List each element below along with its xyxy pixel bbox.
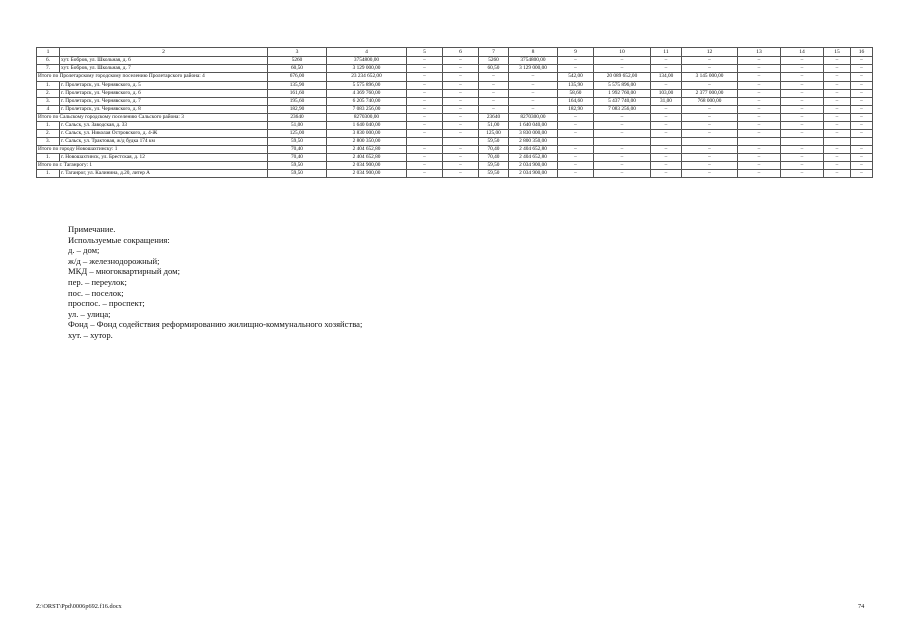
value-cell: – [781, 98, 824, 106]
value-cell: 3 830 000,00 [327, 130, 407, 138]
subtotal-value-cell: – [851, 114, 873, 122]
subtotal-value-cell: 3 145 000,00 [682, 73, 738, 82]
value-cell: 2 404 652,80 [509, 154, 558, 162]
value-cell: – [443, 106, 479, 114]
value-cell: – [781, 170, 824, 178]
subtotal-row [37, 114, 873, 122]
value-cell: 70,40 [268, 154, 327, 162]
value-cell: 51,00 [268, 122, 327, 130]
abbreviation-line: д. – дом; [68, 245, 100, 256]
row-number-cell: 1. [37, 170, 60, 178]
address-cell: г. Сальск, ул. Заводская, д. 33 [60, 122, 268, 130]
value-cell [682, 138, 738, 146]
subtotal-value-cell: – [443, 162, 479, 170]
subtotal-label: Итого по Сальскому городскому поселению Сальского района: 3 [37, 114, 268, 122]
value-cell: – [651, 57, 682, 65]
value-cell: 768 000,00 [682, 98, 738, 106]
table-body [37, 48, 873, 178]
value-cell: 125,00 [268, 130, 327, 138]
value-cell: – [651, 170, 682, 178]
table-row [37, 90, 873, 98]
subtotal-value-cell: 23 234 652,00 [327, 73, 407, 82]
value-cell: – [651, 106, 682, 114]
value-cell: – [443, 65, 479, 73]
value-cell: – [851, 82, 873, 90]
value-cell: – [558, 130, 594, 138]
subtotal-value-cell: – [651, 162, 682, 170]
column-number-cell: 8 [509, 48, 558, 57]
value-cell: – [781, 65, 824, 73]
value-cell [558, 138, 594, 146]
value-cell: – [594, 65, 651, 73]
objects-table [36, 47, 873, 178]
address-cell: г. Пролетарск, ул. Чернявского, д. 7 [60, 98, 268, 106]
address-cell: хут. Бобров, ул. Школьная, д. 6 [60, 57, 268, 65]
value-cell: – [594, 170, 651, 178]
value-cell: – [824, 82, 851, 90]
address-cell: г. Новошахтинск, ул. Брестская, д. 12 [60, 154, 268, 162]
value-cell: – [851, 154, 873, 162]
subtotal-value-cell: – [824, 162, 851, 170]
value-cell: – [407, 130, 443, 138]
value-cell: – [651, 154, 682, 162]
subtotal-value-cell: 70,40 [479, 146, 509, 154]
value-cell: – [682, 65, 738, 73]
value-cell: – [558, 154, 594, 162]
value-cell: – [682, 82, 738, 90]
value-cell: – [781, 122, 824, 130]
value-cell: 5 437 740,00 [594, 98, 651, 106]
value-cell: – [651, 122, 682, 130]
value-cell: – [407, 57, 443, 65]
value-cell: – [851, 65, 873, 73]
value-cell: – [443, 82, 479, 90]
subtotal-label: Итого по Пролетарскому городскому поселению Пролетарского района: 4 [37, 73, 268, 82]
subtotal-value-cell: – [738, 114, 781, 122]
value-cell: – [851, 170, 873, 178]
subtotal-value-cell: – [824, 146, 851, 154]
value-cell: – [851, 106, 873, 114]
table-row [37, 122, 873, 130]
value-cell: – [851, 130, 873, 138]
value-cell: – [407, 170, 443, 178]
column-number-cell: 12 [682, 48, 738, 57]
abbreviation-line: МКД – многоквартирный дом; [68, 266, 180, 277]
value-cell: 3754800,00 [509, 57, 558, 65]
subtotal-value-cell: – [738, 146, 781, 154]
value-cell: 60,50 [479, 65, 509, 73]
table-row [37, 57, 873, 65]
value-cell: – [738, 106, 781, 114]
value-cell: 182,90 [268, 106, 327, 114]
subtotal-value-cell: 23640 [268, 114, 327, 122]
table-row [37, 106, 873, 114]
value-cell: 2 800 350,00 [509, 138, 558, 146]
value-cell: – [738, 90, 781, 98]
value-cell: – [407, 90, 443, 98]
value-cell: 59,50 [268, 138, 327, 146]
row-number-cell: 3. [37, 138, 60, 146]
subtotal-value-cell: – [407, 146, 443, 154]
subtotal-value-cell: – [558, 146, 594, 154]
abbreviation-line: проспос. – проспект; [68, 298, 145, 309]
value-cell [443, 138, 479, 146]
value-cell: – [407, 122, 443, 130]
value-cell: – [682, 106, 738, 114]
subtotal-value-cell: 8270300,00 [327, 114, 407, 122]
value-cell: – [851, 57, 873, 65]
value-cell: – [479, 90, 509, 98]
address-cell: г. Сальск, ул. Трактовая, ж/д будка 174 км [60, 138, 268, 146]
subtotal-row [37, 146, 873, 154]
column-number-cell: 7 [479, 48, 509, 57]
table-row [37, 138, 873, 146]
value-cell [781, 138, 824, 146]
subtotal-value-cell: – [682, 146, 738, 154]
value-cell: 70,40 [479, 154, 509, 162]
column-number-cell: 10 [594, 48, 651, 57]
value-cell: – [781, 90, 824, 98]
value-cell: – [407, 154, 443, 162]
subtotal-value-cell: 23640 [479, 114, 509, 122]
address-cell: г. Пролетарск, ул. Чернявского, д. 8 [60, 106, 268, 114]
abbreviation-line: ж/д – железнодорожный; [68, 255, 160, 266]
subtotal-value-cell: – [594, 114, 651, 122]
abbreviation-line: ул. – улица; [68, 308, 111, 319]
abbreviation-line: Фонд – Фонд содействия реформированию жилищно-коммунального хозяйства; [68, 319, 363, 330]
row-number-cell: 6. [37, 57, 60, 65]
subtotal-value-cell: – [651, 114, 682, 122]
value-cell: – [407, 65, 443, 73]
subtotal-value-cell: – [824, 114, 851, 122]
address-cell: хут. Бобров, ул. Школьная, д. 7 [60, 65, 268, 73]
value-cell: – [443, 90, 479, 98]
table-row [37, 154, 873, 162]
subtotal-value-cell: 2 034 900,00 [509, 162, 558, 170]
address-cell: г. Таганрог, ул. Калинина, д.20, литер А [60, 170, 268, 178]
value-cell: 182,90 [558, 106, 594, 114]
row-number-cell: 1. [37, 82, 60, 90]
value-cell: 2 800 350,00 [327, 138, 407, 146]
subtotal-value-cell: – [558, 162, 594, 170]
column-number-cell: 3 [268, 48, 327, 57]
value-cell: – [558, 170, 594, 178]
subtotal-value-cell: 2 404 652,80 [509, 146, 558, 154]
subtotal-value-cell: 2 034 900,00 [327, 162, 407, 170]
value-cell: – [509, 82, 558, 90]
value-cell: 2 377 000,00 [682, 90, 738, 98]
value-cell: 7 083 256,00 [327, 106, 407, 114]
value-cell: 5 575 896,00 [594, 82, 651, 90]
value-cell: – [682, 154, 738, 162]
value-cell: 4 369 760,00 [327, 90, 407, 98]
value-cell: – [443, 130, 479, 138]
value-cell: – [824, 170, 851, 178]
subtotal-value-cell: – [558, 114, 594, 122]
value-cell: – [594, 57, 651, 65]
value-cell: 2 404 652,80 [327, 154, 407, 162]
document-table-container [36, 47, 872, 178]
subtotal-value-cell: 59,50 [479, 162, 509, 170]
subtotal-value-cell: – [851, 162, 873, 170]
value-cell: – [443, 98, 479, 106]
value-cell: 59,50 [268, 170, 327, 178]
column-number-cell: 1 [37, 48, 60, 57]
value-cell: – [479, 82, 509, 90]
address-cell: г. Сальск, ул. Николая Островского, д. 4-Ж [60, 130, 268, 138]
column-number-cell: 13 [738, 48, 781, 57]
subtotal-value-cell: – [738, 73, 781, 82]
value-cell: – [824, 98, 851, 106]
abbreviation-line: пос. – поселок; [68, 287, 124, 298]
value-cell: – [509, 90, 558, 98]
value-cell: 103,00 [651, 90, 682, 98]
abbreviation-line: пер. – переулок; [68, 276, 127, 287]
subtotal-value-cell: – [407, 114, 443, 122]
value-cell: – [738, 65, 781, 73]
subtotal-value-cell: – [443, 114, 479, 122]
value-cell: 3754800,00 [327, 57, 407, 65]
value-cell: – [851, 122, 873, 130]
value-cell: 1 640 040,00 [509, 122, 558, 130]
row-number-cell: 7. [37, 65, 60, 73]
subtotal-value-cell: – [851, 73, 873, 82]
value-cell: – [781, 57, 824, 65]
abbreviation-line: хут. – хутор. [68, 329, 113, 340]
value-cell: – [594, 154, 651, 162]
value-cell: 3 129 000,00 [509, 65, 558, 73]
subtotal-value-cell: – [594, 162, 651, 170]
value-cell: 2 034 900,00 [509, 170, 558, 178]
value-cell [407, 138, 443, 146]
table-row [37, 82, 873, 90]
column-number-cell: 9 [558, 48, 594, 57]
subtotal-value-cell: 542,00 [558, 73, 594, 82]
value-cell: – [738, 57, 781, 65]
value-cell: 195,60 [268, 98, 327, 106]
value-cell: – [682, 130, 738, 138]
value-cell: – [824, 90, 851, 98]
value-cell: 135,90 [558, 82, 594, 90]
value-cell: – [824, 57, 851, 65]
value-cell: – [558, 122, 594, 130]
value-cell: – [651, 82, 682, 90]
subtotal-value-cell: – [509, 73, 558, 82]
subtotal-value-cell: – [682, 162, 738, 170]
value-cell [594, 138, 651, 146]
subtotal-value-cell: – [781, 73, 824, 82]
subtotal-value-cell: – [443, 73, 479, 82]
value-cell: – [594, 122, 651, 130]
notes-heading: Примечание. [68, 224, 116, 234]
value-cell: 51,00 [479, 122, 509, 130]
value-cell: – [682, 122, 738, 130]
address-cell: г. Пролетарск, ул. Чернявского, д. 5 [60, 82, 268, 90]
row-number-cell: 2. [37, 130, 60, 138]
abbreviation-line: Используемые сокращения: [68, 234, 170, 245]
subtotal-label: Итого по городу Новошахтинску: 1 [37, 146, 268, 154]
subtotal-value-cell: 20 089 652,00 [594, 73, 651, 82]
row-number-cell: 4 [37, 106, 60, 114]
address-cell: г. Пролетарск, ул. Чернявского, д. 6 [60, 90, 268, 98]
table-row [37, 170, 873, 178]
column-number-cell: 5 [407, 48, 443, 57]
value-cell [851, 138, 873, 146]
subtotal-value-cell: 8270300,00 [509, 114, 558, 122]
row-number-cell: 2. [37, 90, 60, 98]
subtotal-value-cell: – [407, 73, 443, 82]
notes-section [68, 224, 362, 341]
subtotal-value-cell: 70,40 [268, 146, 327, 154]
subtotal-value-cell: – [651, 146, 682, 154]
value-cell: – [738, 122, 781, 130]
value-cell: – [851, 90, 873, 98]
value-cell [824, 138, 851, 146]
value-cell: – [509, 106, 558, 114]
value-cell: – [824, 130, 851, 138]
column-number-cell: 11 [651, 48, 682, 57]
value-cell: – [479, 98, 509, 106]
subtotal-value-cell: 2 404 652,80 [327, 146, 407, 154]
value-cell: – [781, 82, 824, 90]
value-cell: – [738, 130, 781, 138]
value-cell [738, 138, 781, 146]
subtotal-value-cell: – [781, 162, 824, 170]
value-cell: – [479, 106, 509, 114]
value-cell: – [851, 98, 873, 106]
subtotal-value-cell: – [781, 114, 824, 122]
subtotal-value-cell: – [443, 146, 479, 154]
subtotal-value-cell: – [851, 146, 873, 154]
value-cell: 161,60 [268, 90, 327, 98]
subtotal-value-cell: – [781, 146, 824, 154]
value-cell: 125,00 [479, 130, 509, 138]
value-cell: – [738, 170, 781, 178]
subtotal-value-cell: 134,00 [651, 73, 682, 82]
value-cell: 59,50 [479, 138, 509, 146]
value-cell: – [407, 82, 443, 90]
column-number-cell: 16 [851, 48, 873, 57]
column-number-cell: 15 [824, 48, 851, 57]
value-cell: – [824, 106, 851, 114]
value-cell: – [824, 65, 851, 73]
value-cell: 135,90 [268, 82, 327, 90]
row-number-cell: 3. [37, 98, 60, 106]
subtotal-value-cell: 676,00 [268, 73, 327, 82]
value-cell: 1 992 760,00 [594, 90, 651, 98]
column-number-cell: 4 [327, 48, 407, 57]
page-number: 74 [858, 603, 865, 610]
value-cell: 59,50 [479, 170, 509, 178]
table-row [37, 65, 873, 73]
value-cell [651, 138, 682, 146]
subtotal-row [37, 162, 873, 170]
value-cell: – [781, 106, 824, 114]
column-number-cell: 6 [443, 48, 479, 57]
value-cell: – [443, 170, 479, 178]
footer-file-path: Z:\ORST\Ppd\0006p692.f16.docx [36, 603, 122, 610]
subtotal-row [37, 73, 873, 82]
value-cell: 5260 [268, 57, 327, 65]
value-cell: – [824, 122, 851, 130]
value-cell: 5 575 896,00 [327, 82, 407, 90]
value-cell: – [824, 154, 851, 162]
value-cell: – [738, 98, 781, 106]
subtotal-value-cell: – [824, 73, 851, 82]
subtotal-value-cell: 59,50 [268, 162, 327, 170]
value-cell: – [651, 65, 682, 73]
value-cell: 164,60 [558, 98, 594, 106]
value-cell: 7 083 256,00 [594, 106, 651, 114]
value-cell: – [738, 154, 781, 162]
value-cell: – [682, 57, 738, 65]
row-number-cell: 1. [37, 154, 60, 162]
value-cell: – [558, 57, 594, 65]
value-cell: 2 034 900,00 [327, 170, 407, 178]
table-row [37, 130, 873, 138]
column-number-cell: 14 [781, 48, 824, 57]
value-cell: – [738, 82, 781, 90]
value-cell: 3 830 000,00 [509, 130, 558, 138]
value-cell: – [682, 170, 738, 178]
subtotal-value-cell: – [738, 162, 781, 170]
value-cell: – [407, 106, 443, 114]
row-number-cell: 1. [37, 122, 60, 130]
value-cell: – [443, 122, 479, 130]
subtotal-label: Итого по г. Таганрогу: 1 [37, 162, 268, 170]
subtotal-value-cell: – [682, 114, 738, 122]
subtotal-value-cell: – [594, 146, 651, 154]
value-cell: – [509, 98, 558, 106]
value-cell: – [781, 154, 824, 162]
value-cell: – [443, 154, 479, 162]
value-cell: – [651, 130, 682, 138]
value-cell: – [781, 130, 824, 138]
value-cell: 58,60 [558, 90, 594, 98]
column-number-cell: 2 [60, 48, 268, 57]
value-cell: – [558, 65, 594, 73]
value-cell: 6 205 740,00 [327, 98, 407, 106]
table-row [37, 98, 873, 106]
subtotal-value-cell: – [479, 73, 509, 82]
value-cell: 31,00 [651, 98, 682, 106]
value-cell: – [407, 98, 443, 106]
value-cell: 1 640 040,00 [327, 122, 407, 130]
value-cell: – [443, 57, 479, 65]
subtotal-value-cell: – [407, 162, 443, 170]
value-cell: 5260 [479, 57, 509, 65]
value-cell: 3 129 000,00 [327, 65, 407, 73]
value-cell: – [594, 130, 651, 138]
table-header-row [37, 48, 873, 57]
value-cell: 60,50 [268, 65, 327, 73]
